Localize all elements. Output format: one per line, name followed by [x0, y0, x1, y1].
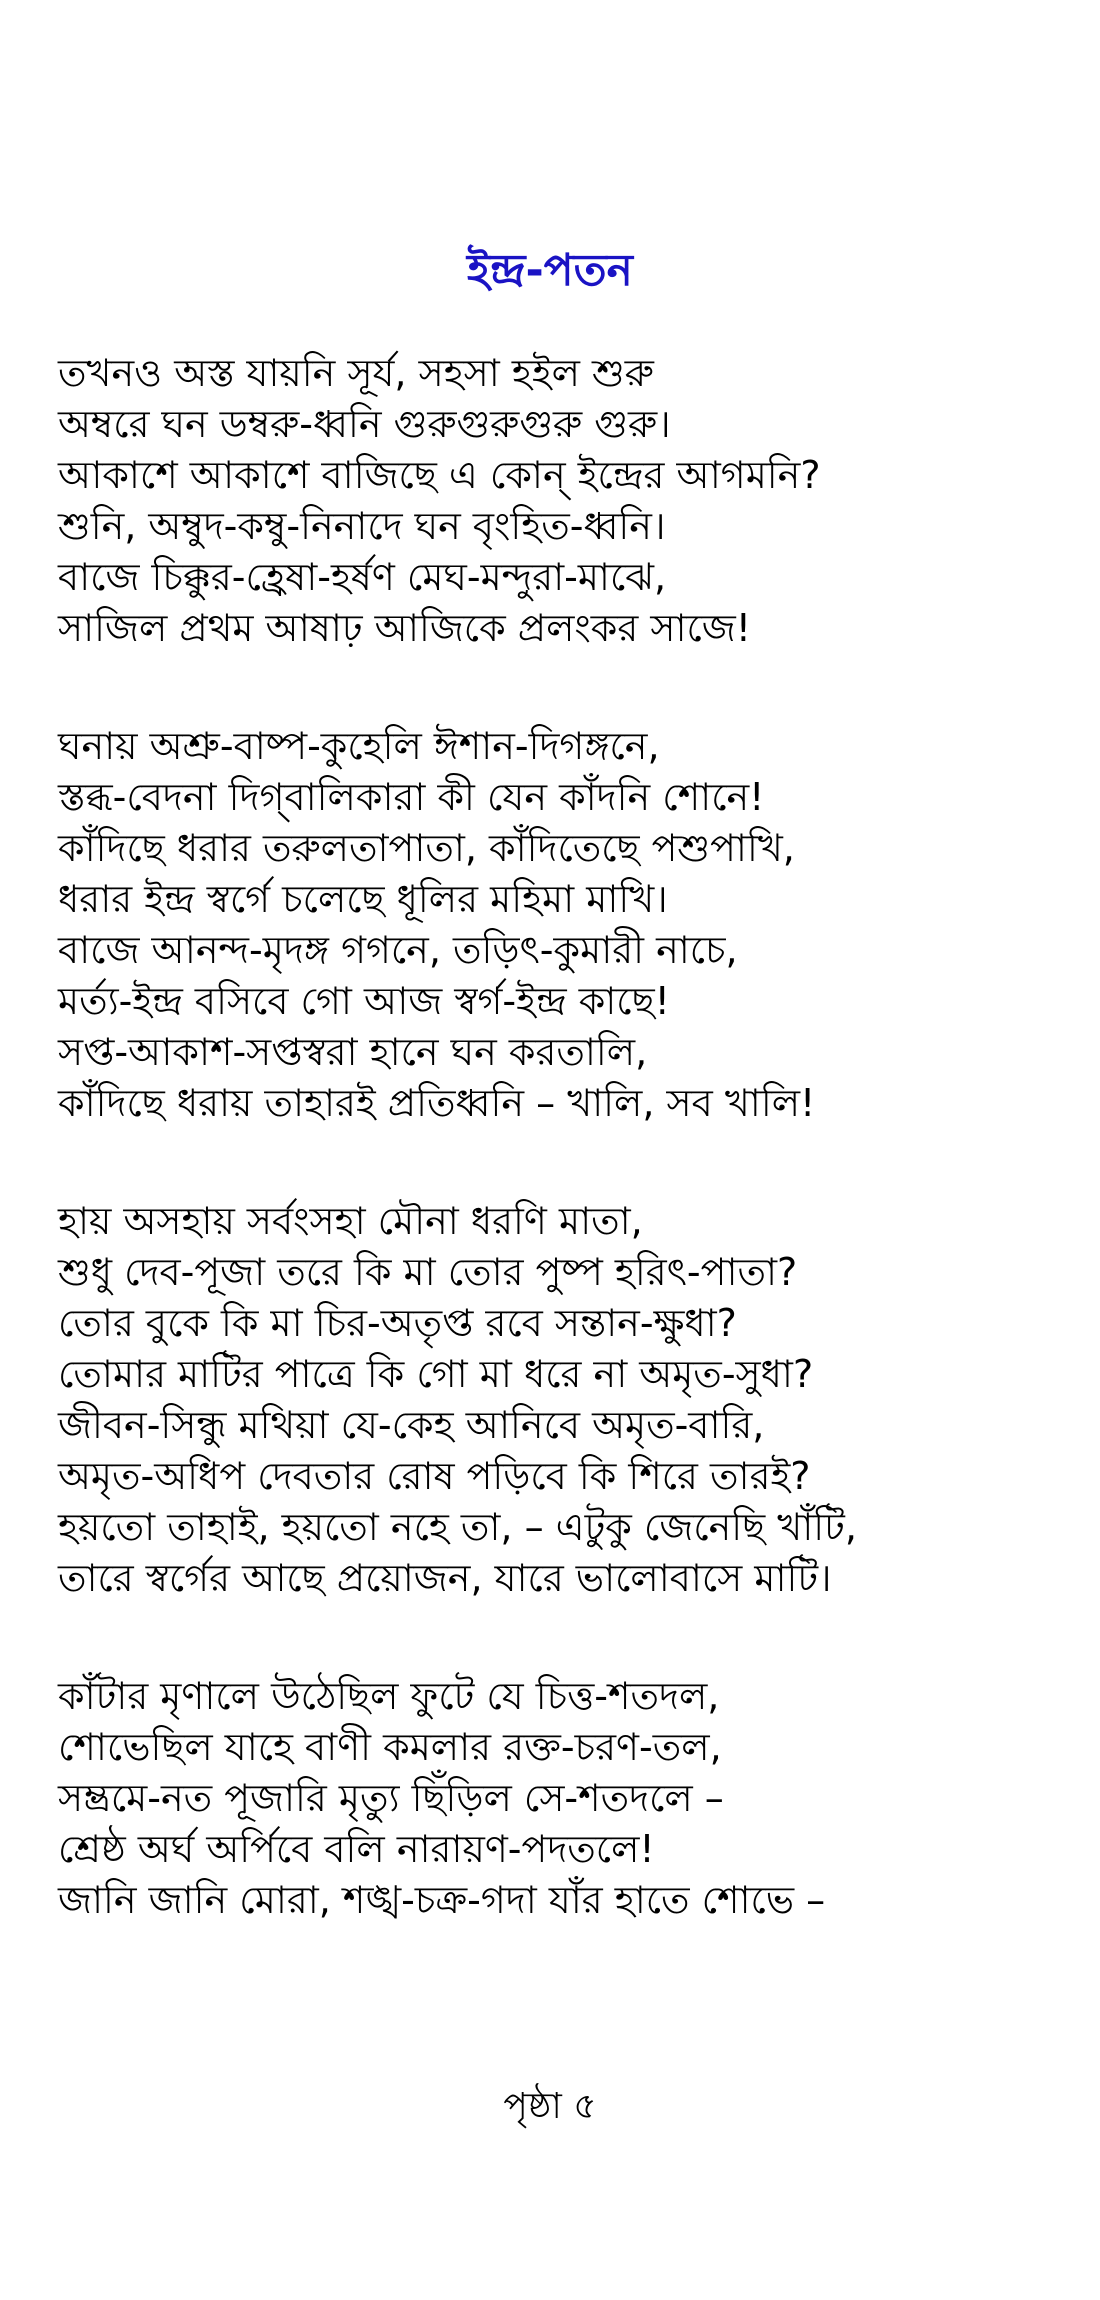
poem-line: আকাশে আকাশে বাজিছে এ কোন্ ইন্দ্রের আগমনি? — [58, 453, 821, 497]
poem-line: সম্ভ্রমে-নত পূজারি মৃত্যু ছিঁড়িল সে-শতদলে – — [58, 1776, 724, 1820]
poem-line: হয়তো তাহাই, হয়তো নহে তা, – এটুকু জেনেছি খাঁটি, — [58, 1505, 857, 1549]
stanza-3 — [58, 1196, 1078, 1604]
poem-line: শুধু দেব-পূজা তরে কি মা তোর পুষ্প হরিৎ-পাতা? — [58, 1250, 798, 1294]
poem-line: ধরার ইন্দ্র স্বর্গে চলেছে ধূলির মহিমা মাখি। — [58, 877, 668, 921]
stanza-spacer — [58, 654, 1078, 721]
stanza-2 — [58, 721, 1078, 1129]
poem-line: অম্বরে ঘন ডম্বরু-ধ্বনি গুরুগুরুগুরু গুরু। — [58, 402, 671, 446]
stanza-4 — [58, 1671, 1078, 1926]
poem-title: ইন্দ্র-পতন — [467, 245, 633, 297]
poem-line: সপ্ত-আকাশ-সপ্তস্বরা হানে ঘন করতালি, — [58, 1030, 648, 1074]
poem-line: তোর বুকে কি মা চির-অতৃপ্ত রবে সন্তান-ক্ষুধা? — [58, 1301, 737, 1345]
poem-line: কাঁদিছে ধরায় তাহারই প্রতিধ্বনি – খালি, সব খালি! — [58, 1081, 816, 1125]
poem-line: তখনও অস্ত যায়নি সূর্য, সহসা হইল শুরু — [58, 351, 654, 395]
stanza-spacer — [58, 1604, 1078, 1671]
poem-line: ঘনায় অশ্রু-বাষ্প-কুহেলি ঈশান-দিগঙ্গনে, — [58, 724, 660, 768]
poem-line: বাজে আনন্দ-মৃদঙ্গ গগনে, তড়িৎ-কুমারী নাচে, — [58, 928, 738, 972]
page-footer — [0, 2082, 1100, 2132]
poem-line: জীবন-সিন্ধু মথিয়া যে-কেহ আনিবে অমৃত-বারি, — [58, 1403, 765, 1447]
poem-line: তারে স্বর্গের আছে প্রয়োজন, যারে ভালোবাসে মাটি। — [58, 1556, 832, 1600]
poem-line: বাজে চিক্কুর-হ্রেষা-হর্ষণ মেঘ-মন্দুরা-মাঝে, — [58, 555, 667, 599]
poem-line: অমৃত-অধিপ দেবতার রোষ পড়িবে কি শিরে তারই? — [58, 1454, 811, 1498]
page-number: পৃষ্ঠা ৫ — [503, 2086, 597, 2127]
poem-line: হায় অসহায় সর্বংসহা মৌনা ধরণি মাতা, — [58, 1199, 643, 1243]
poem-line: স্তব্ধ-বেদনা দিগ্‌বালিকারা কী যেন কাঁদনি শোনে! — [58, 775, 765, 819]
poem-line: কাঁদিছে ধরার তরুলতাপাতা, কাঁদিতেছে পশুপাখি, — [58, 826, 795, 870]
stanza-spacer — [58, 1129, 1078, 1196]
poem-line: জানি জানি মোরা, শঙ্খ-চক্র-গদা যাঁর হাতে শোভে – — [58, 1878, 826, 1922]
poem-line: শ্রেষ্ঠ অর্ঘ অর্পিবে বলি নারায়ণ-পদতলে! — [58, 1827, 655, 1871]
poem-line: শোভেছিল যাহে বাণী কমলার রক্ত-চরণ-তল, — [58, 1725, 722, 1769]
poem-line: মর্ত্য-ইন্দ্র বসিবে গো আজ স্বর্গ-ইন্দ্র কাছে! — [58, 979, 670, 1023]
stanza-1 — [58, 348, 1078, 654]
poem-line: সাজিল প্রথম আষাঢ় আজিকে প্রলংকর সাজে! — [58, 606, 751, 650]
poem-line: তোমার মাটির পাত্রে কি গো মা ধরে না অমৃত-সুধা? — [58, 1352, 814, 1396]
poem-line: শুনি, অম্বুদ-কম্বু-নিনাদে ঘন বৃংহিত-ধ্বনি। — [58, 504, 666, 548]
poem-body — [58, 348, 1078, 1926]
poem-line: কাঁটার মৃণালে উঠেছিল ফুটে যে চিত্ত-শতদল, — [58, 1674, 720, 1718]
